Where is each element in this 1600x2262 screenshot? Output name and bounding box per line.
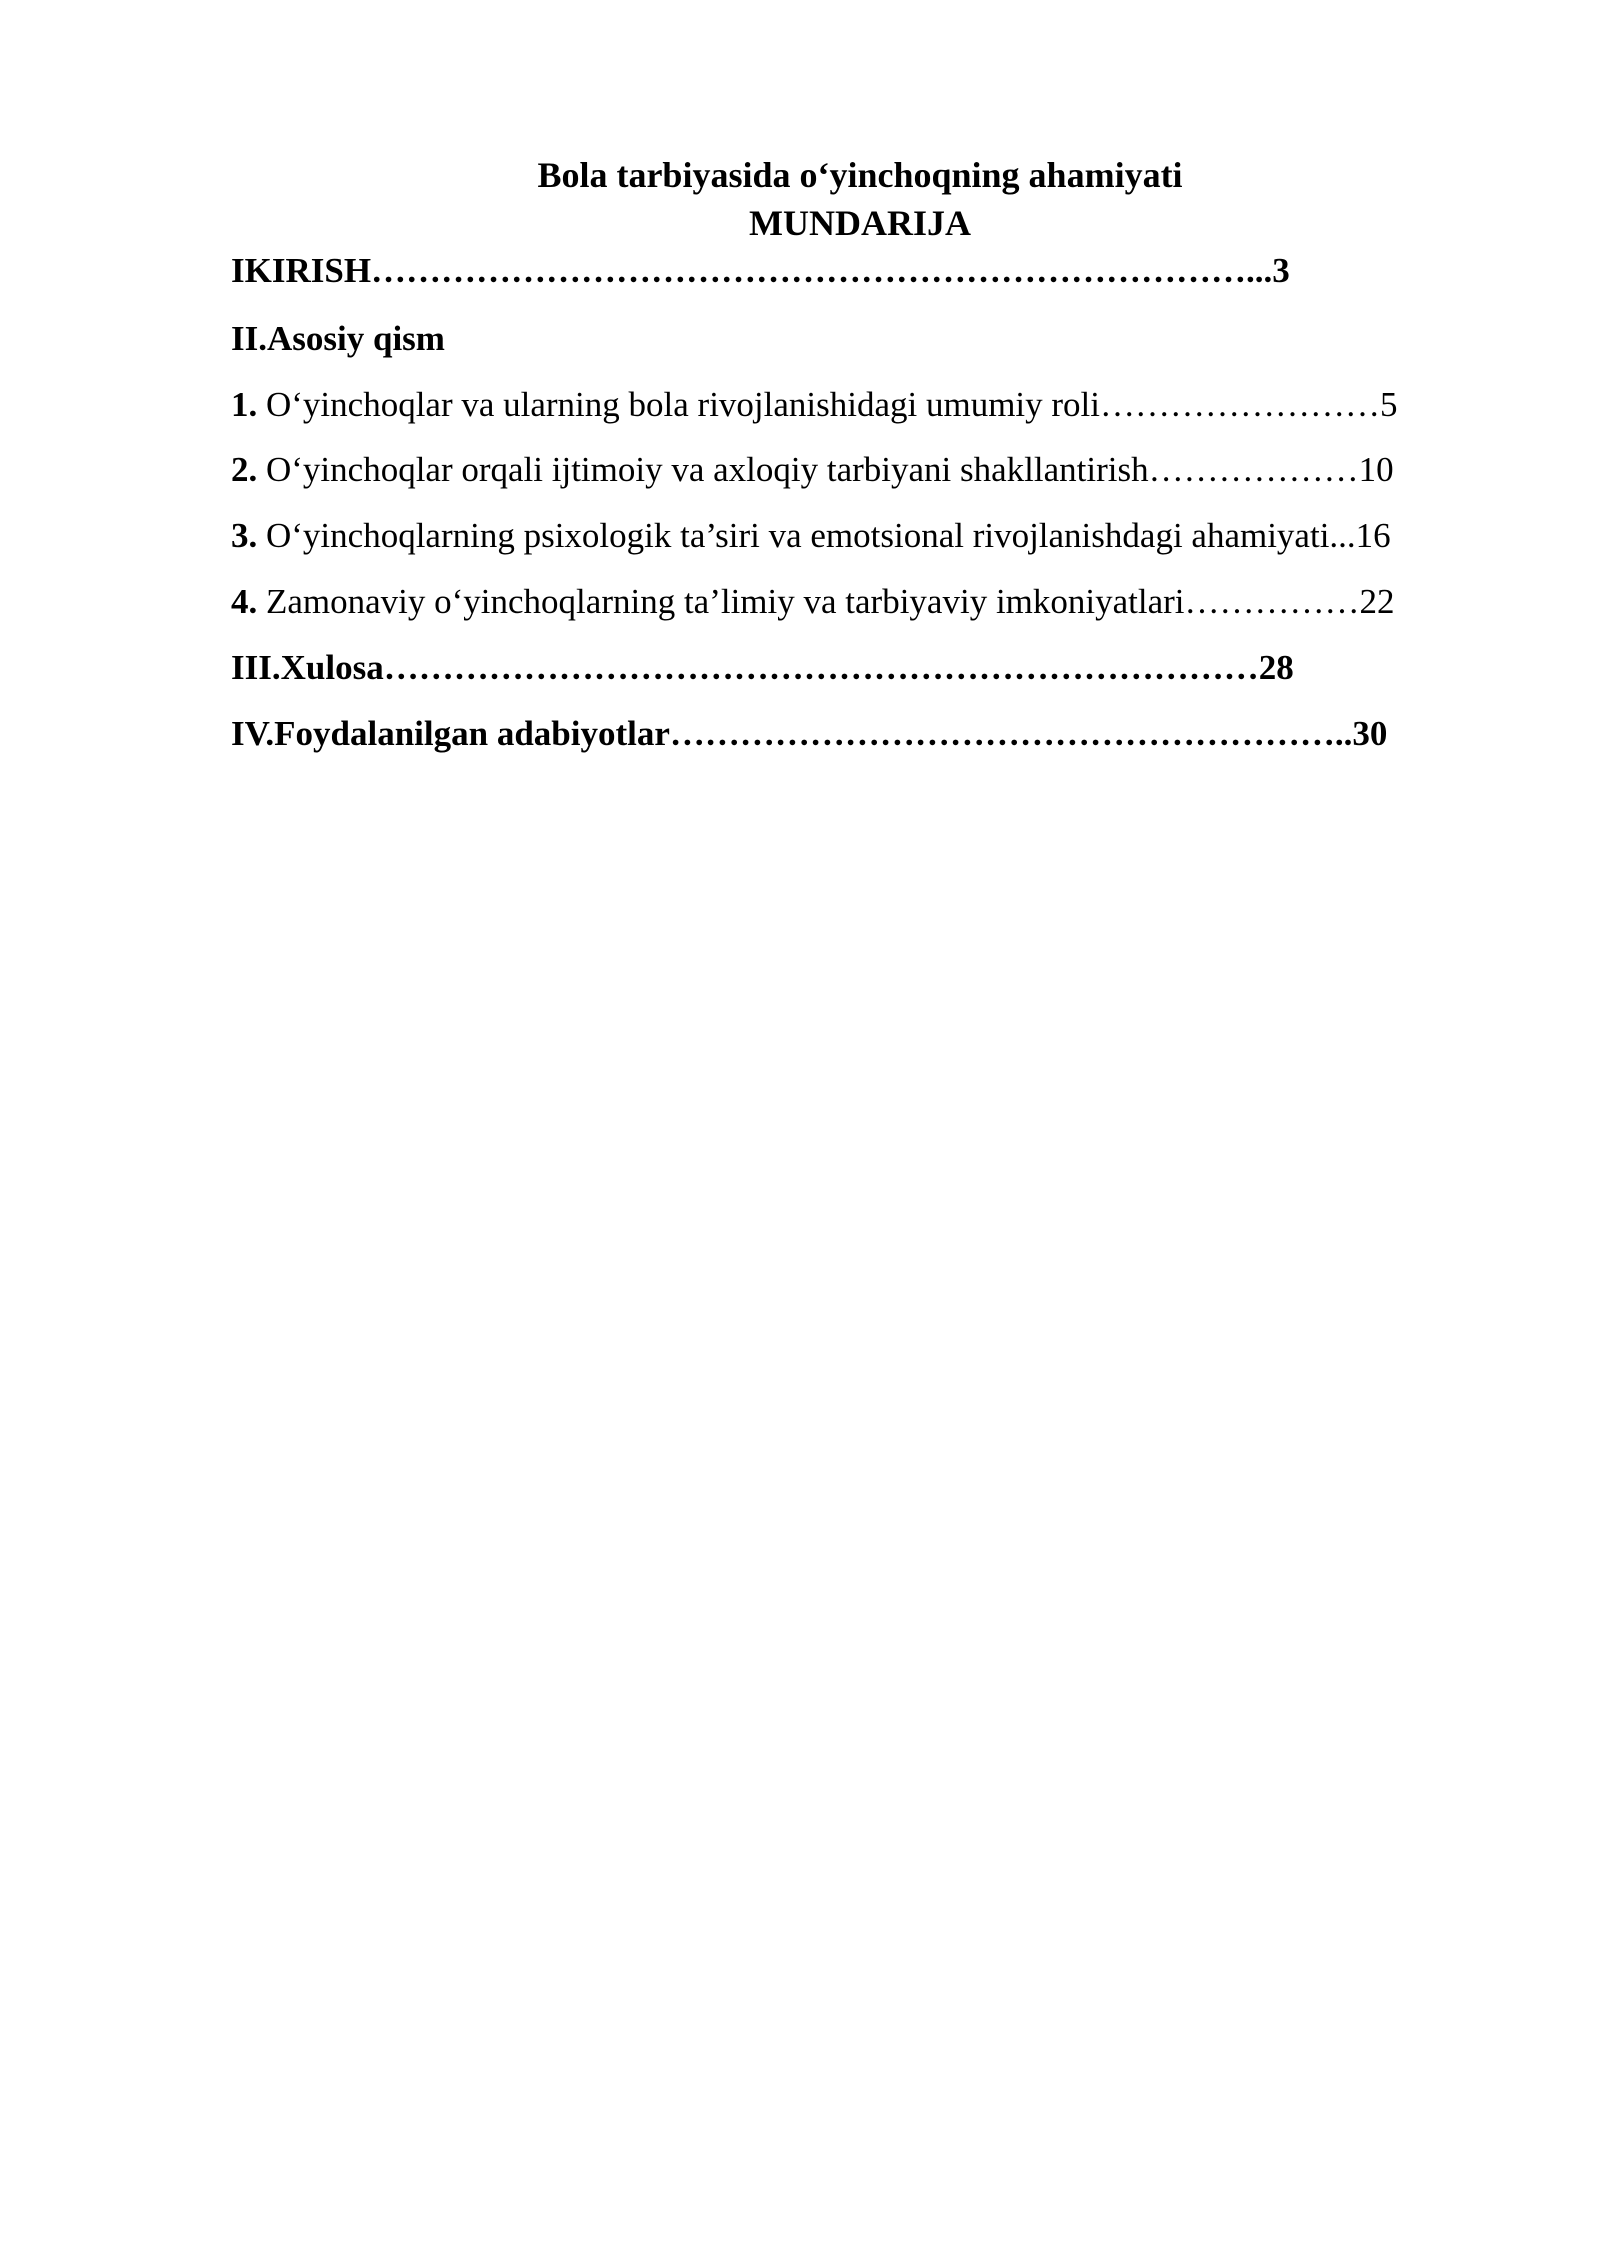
toc-entry-introduction: IKIRISH…………………………………………………………………...3 (231, 251, 1290, 290)
toc-entry-number: 3. (231, 516, 258, 555)
toc-entry-section-1 (231, 383, 1398, 427)
toc-entry-text: Zamonaviy o‘yinchoqlarning ta’limiy va tarbiyaviy imkoniyatlari……………22 (257, 582, 1395, 621)
toc-entry-text: O‘yinchoqlar va ularning bola rivojlanishidagi umumiy roli……………………5 (257, 385, 1398, 424)
toc-entry-number: 4. (231, 582, 258, 621)
toc-entry-conclusion: III.Xulosa…………………………………………………………………28 (231, 648, 1294, 687)
toc-entry-text: O‘yinchoqlar orqali ijtimoiy va axloqiy tarbiyani shakllantirish………………10 (257, 450, 1394, 489)
toc-entry-section-3 (231, 514, 1391, 558)
toc-entry-text: O‘yinchoqlarning psixologik ta’siri va emotsional rivojlanishdagi ahamiyati...16 (257, 516, 1391, 555)
document-title: Bola tarbiyasida o‘yinchoqning ahamiyati (537, 155, 1183, 195)
toc-entry-section-2 (231, 448, 1394, 492)
toc-entry-number: 1. (231, 385, 258, 424)
toc-heading: MUNDARIJA (749, 203, 971, 243)
toc-entry-references: IV.Foydalanilgan adabiyotlar…………………………………………………..30 (231, 714, 1388, 753)
toc-entry-section-4 (231, 580, 1395, 624)
toc-entry-main-part: II.Asosiy qism (231, 319, 445, 358)
toc-entry-number: 2. (231, 450, 258, 489)
